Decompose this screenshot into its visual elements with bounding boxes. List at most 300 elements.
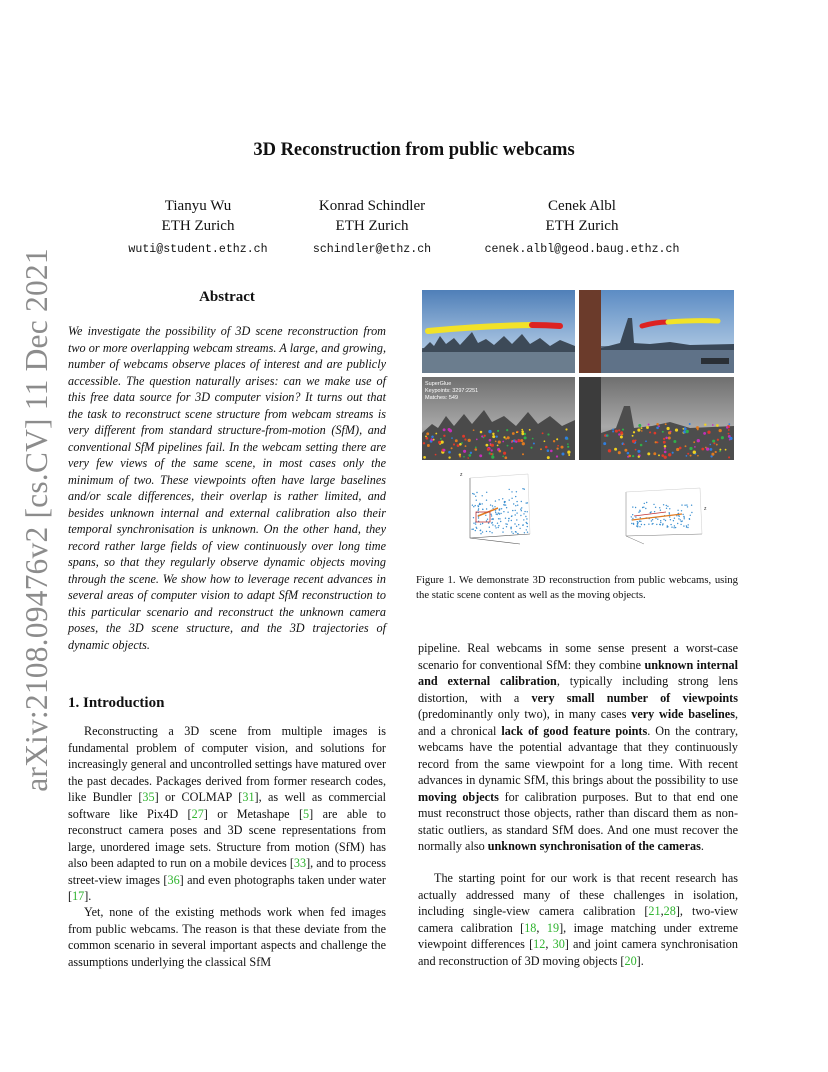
feature-point — [431, 435, 434, 438]
feature-point — [663, 441, 666, 444]
cloud-point — [495, 527, 496, 528]
feature-point — [637, 450, 640, 453]
feature-point — [565, 428, 567, 430]
cloud-point — [512, 510, 513, 511]
feature-point — [540, 448, 542, 450]
feature-point — [435, 433, 437, 435]
feature-point — [623, 443, 625, 445]
cloud-point — [639, 511, 640, 512]
cloud-point — [505, 504, 506, 505]
feature-point — [641, 430, 643, 432]
cloud-point — [473, 494, 474, 495]
feature-point — [515, 440, 517, 442]
cloud-point — [473, 523, 474, 524]
cloud-point — [472, 505, 473, 506]
feature-point — [618, 451, 621, 454]
feature-point — [620, 435, 623, 438]
feature-point — [712, 440, 715, 443]
cloud-point — [478, 506, 479, 507]
cloud-point — [486, 508, 487, 509]
cloud-point — [509, 489, 510, 490]
feature-point — [451, 447, 453, 449]
feature-point — [694, 446, 696, 448]
cloud-point — [515, 531, 516, 532]
cloud-point — [499, 513, 500, 514]
feature-point — [686, 455, 688, 457]
feature-point — [645, 440, 647, 442]
feature-point — [719, 429, 722, 432]
feature-point — [486, 444, 489, 447]
cloud-point — [665, 520, 666, 521]
cloud-point — [516, 512, 517, 513]
cloud-point — [632, 514, 633, 515]
cloud-point — [511, 520, 512, 521]
cloud-point — [527, 532, 528, 533]
cloud-point — [527, 526, 528, 527]
cloud-point — [631, 516, 632, 517]
feature-point — [507, 436, 510, 439]
cloud-point — [681, 504, 682, 505]
feature-point — [682, 428, 684, 430]
citation-link[interactable]: 5 — [303, 806, 310, 821]
feature-point — [521, 429, 523, 431]
citation-link[interactable]: 27 — [191, 806, 204, 821]
cloud-point — [640, 517, 641, 518]
feature-point — [542, 432, 544, 434]
cloud-point — [655, 507, 656, 508]
feature-point — [470, 452, 472, 454]
webcam-view-a — [422, 290, 575, 373]
feature-point — [430, 438, 432, 440]
cloud-point — [480, 533, 481, 534]
feature-point — [725, 449, 727, 451]
cloud-point — [686, 526, 687, 527]
feature-point — [567, 451, 570, 454]
feature-point — [506, 429, 508, 431]
cloud-point — [486, 520, 487, 521]
overlay-line-2: Keypoints: 3297:2251 — [425, 388, 479, 394]
feature-point — [475, 447, 477, 449]
feature-point — [686, 430, 689, 433]
cloud-point — [659, 507, 660, 508]
cloud-point — [517, 505, 518, 506]
cloud-point — [657, 519, 658, 520]
cloud-point — [660, 520, 661, 521]
feature-point — [468, 439, 471, 442]
feature-point — [484, 435, 486, 437]
cloud-point — [526, 518, 527, 519]
feature-point — [448, 428, 451, 431]
cloud-point — [638, 512, 639, 513]
author-name: Konrad Schindler — [318, 198, 426, 214]
cloud-point — [633, 524, 634, 525]
cloud-point — [632, 506, 633, 507]
cloud-point — [472, 493, 473, 494]
feature-point — [443, 449, 446, 452]
feature-point — [476, 439, 478, 441]
cloud-point — [497, 523, 498, 524]
cloud-point — [662, 523, 663, 524]
feature-point — [480, 431, 483, 434]
feature-point — [443, 435, 445, 437]
feature-point — [489, 439, 492, 442]
cloud-point — [669, 513, 670, 514]
feature-point — [654, 432, 657, 435]
feature-point — [451, 437, 453, 439]
feature-point — [721, 436, 724, 439]
cloud-point — [504, 501, 505, 502]
feature-point — [453, 443, 455, 445]
cloud-point — [639, 526, 640, 527]
feature-point — [728, 456, 730, 458]
cloud-point — [688, 524, 689, 525]
author-affiliation: ETH Zurich — [545, 218, 619, 234]
cloud-point — [671, 527, 672, 528]
cloud-point — [492, 508, 493, 509]
cloud-point — [515, 505, 516, 506]
feature-point — [438, 441, 441, 444]
cloud-point — [524, 511, 525, 512]
cloud-point — [491, 515, 492, 516]
cloud-point — [486, 500, 487, 501]
feature-point — [495, 440, 497, 442]
feature-point — [567, 443, 569, 445]
introduction-heading: 1. Introduction — [68, 695, 165, 711]
citation-link[interactable]: 31 — [242, 790, 255, 804]
feature-point — [612, 431, 614, 433]
feature-point — [693, 441, 695, 443]
cloud-point — [492, 519, 493, 520]
cloud-point — [475, 505, 476, 506]
feature-point — [516, 431, 518, 433]
feature-point — [728, 433, 730, 435]
feature-point — [728, 429, 730, 431]
feature-point — [627, 452, 630, 455]
feature-point — [668, 453, 671, 456]
feature-point — [658, 454, 660, 456]
feature-point — [701, 448, 704, 451]
cloud-point — [663, 504, 664, 505]
cloud-point — [473, 506, 474, 507]
feature-point — [532, 438, 534, 440]
feature-point — [465, 445, 467, 447]
feature-point — [457, 444, 460, 447]
cloud-point — [680, 524, 681, 525]
feature-point — [719, 450, 721, 452]
feature-point — [640, 444, 643, 447]
arxiv-identifier-text: arXiv:2108.09476v2 [cs.CV] 11 Dec 2021 — [19, 248, 54, 792]
feature-point — [498, 441, 501, 444]
cloud-point — [683, 516, 684, 517]
feature-point — [689, 423, 691, 425]
cloud-point — [476, 527, 477, 528]
feature-point — [492, 433, 494, 435]
feature-point — [716, 424, 719, 427]
cloud-point — [511, 531, 512, 532]
cloud-point — [670, 519, 671, 520]
cloud-point — [656, 524, 657, 525]
feature-matches-view-a — [422, 377, 575, 460]
citation-link[interactable]: 19 — [546, 920, 560, 935]
feature-point — [511, 441, 513, 443]
feature-point — [715, 451, 717, 453]
cloud-point — [502, 531, 503, 532]
citation-link[interactable]: 17 — [72, 889, 85, 903]
paper-title: 3D Reconstruction from public webcams — [253, 140, 575, 160]
feature-point — [638, 456, 640, 458]
cloud-point — [480, 524, 481, 525]
cloud-point — [492, 522, 493, 523]
cloud-point — [485, 515, 486, 516]
cloud-point — [674, 525, 675, 526]
cloud-point — [498, 518, 499, 519]
cloud-point — [636, 525, 637, 526]
right-column-paragraph-2: The starting point for our work is that recent research has actually addressed many of these challenges in isolation, including single-view camera calibration [21,28], two-view camera calibration [18, 19], image matching under extreme viewpoint differences [12, 30] and joint camera synchronisation and reconstruction of 3D moving objects [20]. — [418, 871, 739, 968]
feature-point — [662, 431, 664, 433]
feature-point — [620, 431, 623, 434]
cloud-point — [476, 492, 477, 493]
cloud-point — [527, 511, 528, 512]
cloud-point — [492, 524, 493, 525]
feature-point — [704, 423, 706, 425]
citation-link[interactable]: 18 — [524, 920, 537, 935]
citation-link[interactable]: 21 — [648, 904, 661, 918]
feature-point — [503, 436, 505, 438]
feature-point — [529, 429, 531, 431]
feature-point — [568, 454, 570, 456]
feature-point — [468, 454, 471, 457]
cloud-point — [683, 525, 684, 526]
cloud-point — [653, 504, 654, 505]
cloud-point — [678, 518, 679, 519]
cloud-point — [503, 528, 504, 529]
feature-point — [668, 431, 671, 434]
cloud-point — [677, 523, 678, 524]
feature-point — [479, 454, 482, 457]
cloud-point — [515, 496, 516, 497]
feature-point — [455, 439, 458, 442]
cloud-point — [491, 514, 492, 515]
cloud-point — [689, 519, 690, 520]
cloud-point — [495, 525, 496, 526]
feature-point — [481, 435, 483, 437]
cloud-point — [515, 514, 516, 515]
feature-point — [726, 426, 728, 428]
author-affiliation: ETH Zurich — [161, 218, 235, 234]
feature-point — [492, 435, 495, 438]
feature-point — [553, 440, 555, 442]
citation-link[interactable]: 12 — [533, 937, 546, 951]
cloud-point — [674, 518, 675, 519]
feature-point — [615, 430, 618, 433]
cloud-point — [473, 529, 474, 530]
feature-point — [697, 439, 700, 442]
cloud-point — [500, 513, 501, 514]
feature-point — [504, 456, 507, 459]
feature-point — [426, 437, 429, 440]
cloud-point — [660, 510, 661, 511]
feature-point — [655, 441, 657, 443]
cloud-point — [509, 499, 510, 500]
feature-point — [663, 438, 665, 440]
feature-point — [520, 439, 523, 442]
3d-reconstruction-plot-a — [458, 466, 540, 550]
feature-point — [668, 436, 671, 439]
feature-point — [711, 453, 714, 456]
cloud-point — [480, 530, 481, 531]
cloud-point — [516, 491, 517, 492]
citation-link[interactable]: 35 — [142, 790, 155, 804]
cloud-point — [680, 519, 681, 520]
cloud-point — [498, 512, 499, 513]
cloud-point — [475, 523, 476, 524]
cloud-point — [507, 524, 508, 525]
cloud-point — [506, 526, 507, 527]
cloud-point — [473, 517, 474, 518]
cloud-point — [677, 510, 678, 511]
cloud-point — [684, 505, 685, 506]
feature-point — [544, 440, 546, 442]
cloud-point — [475, 530, 476, 531]
cloud-point — [503, 511, 504, 512]
feature-point — [687, 453, 689, 455]
cloud-point — [684, 518, 685, 519]
feature-point — [556, 455, 558, 457]
feature-point — [475, 448, 478, 451]
feature-point — [661, 454, 664, 457]
cloud-point — [523, 513, 524, 514]
author-email: wuti@student.ethz.ch — [128, 243, 268, 256]
cloud-point — [507, 512, 508, 513]
feature-point — [547, 456, 550, 459]
feature-point — [467, 457, 469, 459]
cloud-point — [635, 507, 636, 508]
overlay-line-1: SuperGlue — [425, 381, 452, 387]
overlay-line-3: Matches: 549 — [425, 395, 459, 401]
citation-link[interactable]: 30 — [552, 937, 565, 951]
cloud-point — [521, 510, 522, 511]
intro-paragraph-1: Reconstructing a 3D scene from multiple images is fundamental problem of computer vision, and solutions for increasingly general and uncontrolled settings have matured over the past decades. Packages derived from former research codes, like Bundler [35] or COLMAP [31], as well as commercial software like Pix4D [27] or Metashape [5] are able to reconstruct camera poses and 3D scene representations from large, unordered image sets. Structure from motion (SfM) has also been adapted to run on a mobile devices [33], and to process street-view images [36] and even photographs taken under water [17]. — [68, 724, 387, 903]
cloud-point — [498, 525, 499, 526]
feature-point — [706, 447, 709, 450]
cloud-point — [644, 524, 645, 525]
cloud-point — [516, 501, 517, 502]
cloud-point — [673, 527, 674, 528]
feature-point — [664, 445, 667, 448]
cloud-point — [646, 502, 647, 503]
feature-point — [667, 427, 670, 430]
cloud-point — [686, 504, 687, 505]
feature-point — [423, 442, 425, 444]
author-name: Cenek Albl — [548, 198, 616, 214]
cloud-point — [520, 515, 521, 516]
cloud-point — [501, 508, 502, 509]
feature-point — [624, 449, 627, 452]
cloud-point — [660, 522, 661, 523]
citation-link[interactable]: 28 — [663, 904, 676, 918]
feature-point — [427, 444, 430, 447]
cloud-point — [527, 502, 528, 503]
cloud-point — [498, 527, 499, 528]
feature-point — [716, 444, 718, 446]
citation-link[interactable]: 33 — [293, 856, 307, 870]
cloud-point — [675, 527, 676, 528]
feature-point — [512, 432, 515, 435]
cloud-point — [666, 508, 667, 509]
intro-paragraph-2: Yet, none of the existing methods work when fed images from public webcams. The reason is that these deviate from the common scenario in several important aspects and challenge the assumptions underlying the classical SfM — [68, 905, 386, 969]
cloud-point — [648, 524, 649, 525]
feature-point — [448, 451, 451, 454]
feature-point — [440, 438, 442, 440]
cloud-point — [670, 524, 671, 525]
feature-point — [497, 430, 499, 432]
cloud-point — [492, 505, 493, 506]
feature-point — [693, 451, 696, 454]
feature-point — [545, 446, 548, 449]
citation-link[interactable]: 36 — [167, 872, 180, 887]
cloud-point — [513, 533, 514, 534]
cloud-point — [520, 509, 521, 510]
cloud-point — [487, 519, 488, 520]
cloud-point — [654, 511, 655, 512]
cloud-point — [666, 505, 667, 506]
feature-point — [443, 428, 446, 431]
cloud-point — [669, 508, 670, 509]
cloud-point — [488, 522, 489, 523]
cloud-point — [690, 515, 691, 516]
cloud-point — [687, 506, 688, 507]
cloud-point — [514, 523, 515, 524]
feature-point — [658, 425, 660, 427]
feature-point — [425, 435, 427, 437]
author-email: cenek.albl@geod.baug.ethz.ch — [484, 243, 680, 256]
citation-link[interactable]: 20 — [624, 953, 637, 968]
cloud-point — [511, 491, 512, 492]
cloud-point — [659, 524, 660, 525]
author-block-3 — [466, 196, 698, 257]
cloud-point — [511, 498, 512, 499]
feature-point — [703, 432, 706, 435]
cloud-point — [523, 519, 524, 520]
cloud-point — [667, 506, 668, 507]
cloud-point — [500, 521, 501, 522]
abstract-heading: Abstract — [199, 289, 255, 305]
feature-point — [490, 444, 492, 446]
feature-point — [550, 450, 553, 453]
cloud-point — [478, 508, 479, 509]
author-email: schindler@ethz.ch — [312, 243, 432, 256]
cloud-point — [482, 495, 483, 496]
feature-point — [656, 423, 659, 426]
cloud-point — [524, 532, 525, 533]
cloud-point — [476, 500, 477, 501]
feature-point — [637, 429, 640, 432]
feature-point — [649, 431, 651, 433]
cloud-point — [495, 512, 496, 513]
figure-1-graphic — [420, 288, 736, 558]
feature-point — [490, 453, 492, 455]
cloud-point — [687, 527, 688, 528]
feature-point — [491, 449, 493, 451]
feature-point — [498, 450, 501, 453]
feature-point — [707, 431, 710, 434]
feature-point — [618, 433, 620, 435]
feature-point — [676, 448, 679, 451]
cloud-point — [521, 501, 522, 502]
feature-point — [556, 438, 558, 440]
cloud-point — [503, 504, 504, 505]
cloud-point — [489, 531, 490, 532]
